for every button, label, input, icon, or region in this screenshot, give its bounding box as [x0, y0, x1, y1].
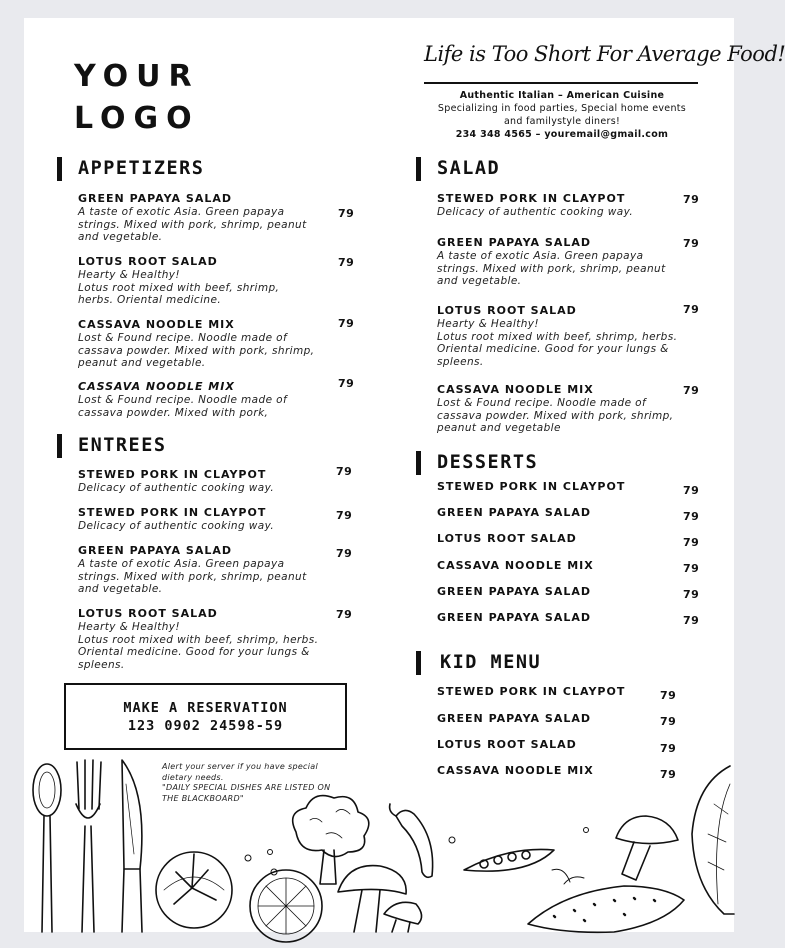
reservation-box — [64, 683, 347, 750]
item-price: 79 — [336, 465, 353, 478]
kid-item-name: CASSAVA NOODLE MIX — [437, 764, 594, 777]
item-name: GREEN PAPAYA SALAD — [437, 236, 591, 249]
item-price: 79 — [683, 484, 700, 497]
item-price: 79 — [338, 256, 355, 269]
reservation-label: MAKE A RESERVATION — [123, 700, 288, 716]
food-illustrations — [24, 754, 734, 932]
pea-pod-icon — [464, 849, 554, 871]
contact-line: 234 348 4565 – youremail@gmail.com — [455, 129, 669, 140]
item-description: Hearty & Healthy! Lotus root mixed with beef, shrimp, herbs. Oriental medicine. — [78, 269, 280, 306]
section-heading-salad — [437, 158, 500, 180]
item-description: Delicacy of authentic cooking way. — [78, 482, 275, 494]
onion-icon — [156, 852, 232, 928]
dessert-item-name: GREEN PAPAYA SALAD — [437, 611, 591, 624]
item-price: 79 — [683, 193, 700, 206]
kid-item-name: LOTUS ROOT SALAD — [437, 738, 577, 751]
section-bar — [57, 157, 62, 181]
item-description: Lost & Found recipe. Noodle made of cassava powder. Mixed with pork, shrimp, peanut and vegetable — [437, 397, 674, 434]
item-name: CASSAVA NOODLE MIX — [78, 380, 235, 393]
item-price: 79 — [683, 237, 700, 250]
menu-item — [437, 236, 682, 288]
section-heading-entrees — [78, 435, 166, 457]
menu-item — [437, 192, 687, 219]
item-name: STEWED PORK IN CLAYPOT — [437, 192, 626, 205]
item-price: 79 — [660, 689, 677, 702]
menu-page — [24, 18, 785, 932]
leaf-icon — [692, 766, 734, 914]
section-title: SALAD — [437, 158, 501, 179]
item-name: CASSAVA NOODLE MIX — [437, 383, 594, 396]
reservation-phone: 123 0902 24598-59 — [127, 718, 284, 734]
item-description: Delicacy of authentic cooking way. — [437, 206, 634, 218]
menu-item — [78, 255, 318, 307]
item-description: Lost & Found recipe. Noodle made of cassava powder. Mixed with pork, — [78, 394, 288, 419]
lemon-slice-icon — [250, 870, 322, 942]
item-price: 79 — [336, 509, 353, 522]
menu-item — [78, 380, 318, 419]
item-description: A taste of exotic Asia. Green papaya strings. Mixed with pork, shrimp, peanut and vegetable. — [78, 206, 307, 243]
item-name: LOTUS ROOT SALAD — [78, 607, 218, 620]
menu-item — [437, 383, 682, 435]
item-name: GREEN PAPAYA SALAD — [78, 544, 232, 557]
item-price: 79 — [683, 510, 700, 523]
dessert-item-name: LOTUS ROOT SALAD — [437, 532, 577, 545]
section-bar — [416, 451, 421, 475]
item-description: A taste of exotic Asia. Green papaya strings. Mixed with pork, shrimp, peanut and vegetable. — [78, 558, 307, 595]
restaurant-info — [424, 89, 700, 141]
item-price: 79 — [683, 614, 700, 627]
item-name: CASSAVA NOODLE MIX — [78, 318, 235, 331]
item-price: 79 — [660, 742, 677, 755]
item-name: LOTUS ROOT SALAD — [78, 255, 218, 268]
logo-line-2: LOGO — [74, 101, 200, 136]
section-title: APPETIZERS — [78, 158, 205, 179]
item-price: 79 — [683, 562, 700, 575]
item-price: 79 — [683, 303, 700, 316]
item-name: STEWED PORK IN CLAYPOT — [78, 468, 267, 481]
fork-icon — [76, 760, 101, 932]
knife-icon — [122, 760, 142, 932]
item-description: Lost & Found recipe. Noodle made of cassava powder. Mixed with pork, shrimp, peanut and vegetable. — [78, 332, 315, 369]
section-title: DESSERTS — [437, 452, 539, 473]
mushroom-icon — [338, 866, 422, 932]
item-price: 79 — [336, 547, 353, 560]
menu-item — [78, 468, 338, 495]
section-bar — [57, 434, 62, 458]
section-title: ENTREES — [78, 435, 167, 456]
cuisine-line: Authentic Italian – American Cuisine — [459, 90, 665, 101]
item-description: Delicacy of authentic cooking way. — [78, 520, 275, 532]
dessert-item-name: GREEN PAPAYA SALAD — [437, 506, 591, 519]
kid-item-name: GREEN PAPAYA SALAD — [437, 712, 591, 725]
item-price: 79 — [338, 317, 355, 330]
tagline: Life is Too Short For Average Food! — [424, 42, 785, 66]
item-price: 79 — [683, 384, 700, 397]
section-title: KID MENU — [440, 652, 542, 673]
logo-placeholder — [74, 56, 200, 140]
item-name: LOTUS ROOT SALAD — [437, 304, 577, 317]
item-price: 79 — [338, 377, 355, 390]
section-bar — [416, 157, 421, 181]
broccoli-icon — [293, 796, 369, 884]
dessert-item-name: CASSAVA NOODLE MIX — [437, 559, 594, 572]
item-price: 79 — [660, 768, 677, 781]
section-heading-desserts — [437, 452, 538, 474]
item-name: STEWED PORK IN CLAYPOT — [78, 506, 267, 519]
dessert-item-name: STEWED PORK IN CLAYPOT — [437, 480, 626, 493]
item-description: A taste of exotic Asia. Green papaya strings. Mixed with pork, shrimp, peanut and vegetable. — [437, 250, 666, 287]
item-price: 79 — [336, 608, 353, 621]
menu-item — [78, 318, 318, 370]
alert-line-2: "DAILY SPECIAL DISHES ARE LISTED ON THE BLACKBOARD" — [162, 783, 331, 803]
item-description: Hearty & Healthy! Lotus root mixed with beef, shrimp, herbs. Oriental medicine. Good for your lungs & spleens. — [437, 318, 678, 368]
menu-item — [78, 544, 330, 596]
chili-icon — [390, 804, 433, 877]
info-line-2: Specializing in food parties, Special home events — [437, 103, 687, 114]
kid-item-name: STEWED PORK IN CLAYPOT — [437, 685, 626, 698]
menu-item — [437, 304, 687, 368]
dessert-item-name: GREEN PAPAYA SALAD — [437, 585, 591, 598]
alert-line-1: Alert your server if you have special dietary needs. — [162, 762, 318, 782]
section-bar — [416, 651, 421, 675]
item-description: Hearty & Healthy! Lotus root mixed with beef, shrimp, herbs. Oriental medicine. Good for your lungs & spleens. — [78, 621, 319, 671]
item-price: 79 — [338, 207, 355, 220]
item-price: 79 — [683, 588, 700, 601]
section-heading-appetizers — [78, 158, 204, 180]
item-price: 79 — [660, 715, 677, 728]
cucumber-icon — [528, 869, 684, 932]
menu-item — [78, 192, 318, 244]
info-line-3: and familystyle diners! — [503, 116, 621, 127]
logo-line-1: YOUR — [74, 59, 200, 94]
menu-item — [78, 506, 338, 533]
spoon-icon — [33, 764, 61, 932]
item-name: GREEN PAPAYA SALAD — [78, 192, 232, 205]
mushroom-icon — [616, 816, 678, 880]
tagline-divider — [424, 82, 698, 84]
section-heading-kid-menu — [440, 652, 541, 674]
menu-item — [78, 607, 334, 671]
item-price: 79 — [683, 536, 700, 549]
